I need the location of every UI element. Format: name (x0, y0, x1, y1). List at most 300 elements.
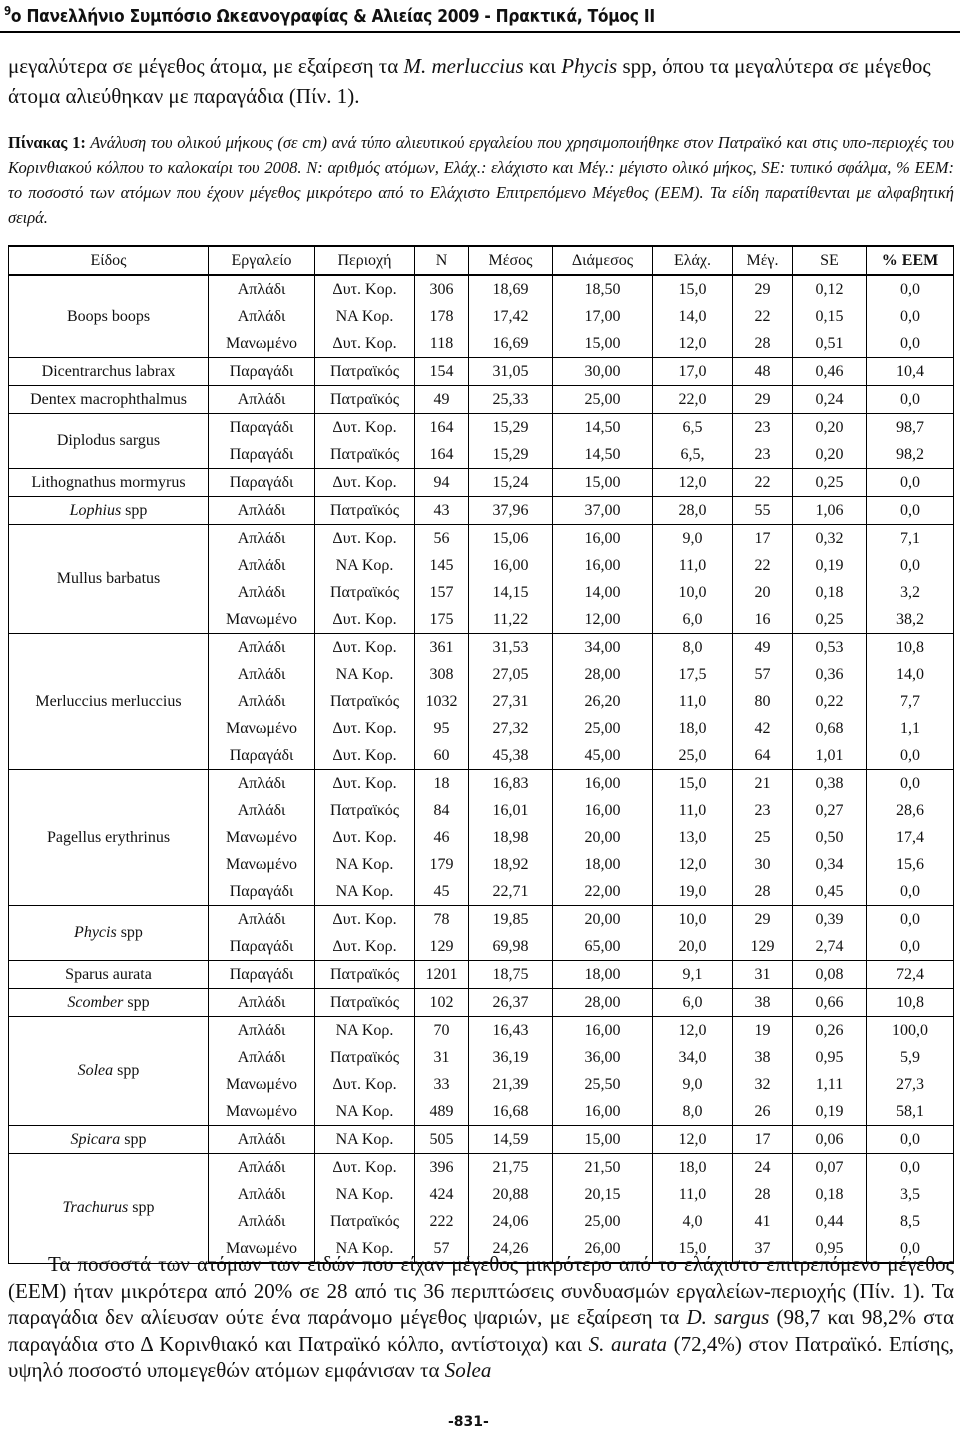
table-cell: 65,00 (553, 933, 653, 961)
table-row (9, 469, 954, 497)
table-cell: 21,50 (553, 1154, 653, 1182)
table-cell: Πατραϊκός (315, 1208, 415, 1235)
table-cell: 30 (733, 851, 793, 878)
table-cell: 18,00 (553, 961, 653, 989)
table-cell: 18 (415, 770, 469, 798)
table-cell: 11,22 (469, 606, 553, 634)
table-cell: 20 (733, 579, 793, 606)
table-row (9, 386, 954, 414)
table-cell: 25 (733, 824, 793, 851)
table-cell: Παραγάδι (209, 414, 315, 442)
table-cell: 0,0 (867, 1126, 954, 1154)
table-cell: 45 (415, 878, 469, 906)
table-cell: Πατραϊκός (315, 441, 415, 469)
table-cell: 17,5 (653, 661, 733, 688)
species-genus: Trachurus (62, 1199, 129, 1217)
table-row (9, 1154, 954, 1182)
table-cell: Μανωμένο (209, 1098, 315, 1126)
table-cell: Απλάδι (209, 552, 315, 579)
table-cell: 28 (733, 1181, 793, 1208)
table-cell: Απλάδι (209, 1154, 315, 1182)
table-cell: 2,74 (793, 933, 867, 961)
table-cell: 19,85 (469, 906, 553, 934)
table-cell: 396 (415, 1154, 469, 1182)
table-cell: ΝΑ Κορ. (315, 1235, 415, 1263)
intro-text-2: και (523, 54, 562, 78)
header-rule (0, 31, 960, 33)
table-cell: 27,32 (469, 715, 553, 742)
table-cell: Απλάδι (209, 1181, 315, 1208)
table-cell: Απλάδι (209, 1044, 315, 1071)
table-cell: ΝΑ Κορ. (315, 303, 415, 330)
species-cell: Pagellus erythrinus (9, 770, 209, 906)
table-cell: 14,0 (867, 661, 954, 688)
table-cell: 3,5 (867, 1181, 954, 1208)
table-cell: 11,0 (653, 1181, 733, 1208)
table-header-row (9, 246, 954, 275)
table-cell: 7,7 (867, 688, 954, 715)
table-cell: Παραγάδι (209, 933, 315, 961)
table-cell: Παραγάδι (209, 358, 315, 386)
intro-paragraph (8, 51, 956, 111)
column-header: Εργαλείο (209, 246, 315, 275)
table-cell: 15,00 (553, 1126, 653, 1154)
body-species-1: D. sargus (686, 1305, 770, 1330)
table-cell: Πατραϊκός (315, 1044, 415, 1071)
table-cell: 0,0 (867, 742, 954, 770)
caption-label: Πίνακας 1: (8, 133, 86, 152)
table-cell: Πατραϊκός (315, 497, 415, 525)
table-cell: Παραγάδι (209, 469, 315, 497)
table-cell: 0,95 (793, 1235, 867, 1263)
table-cell: 19,0 (653, 878, 733, 906)
table-cell: 16,01 (469, 797, 553, 824)
table-cell: 25,50 (553, 1071, 653, 1098)
table-cell: Μανωμένο (209, 606, 315, 634)
table-cell: 0,0 (867, 1235, 954, 1263)
table-cell: Δυτ. Κορ. (315, 414, 415, 442)
body-text-3: (72,4%) στον Πατραϊκό. Επίσης, υψηλό ποσοστό υπομεγεθών ατόμων εμφάνισαν τα (8, 1331, 955, 1383)
table-cell: 32 (733, 1071, 793, 1098)
table-cell: 98,2 (867, 441, 954, 469)
table-cell: 17,4 (867, 824, 954, 851)
table-cell: 17 (733, 1126, 793, 1154)
table-cell: 25,33 (469, 386, 553, 414)
table-cell: Δυτ. Κορ. (315, 933, 415, 961)
table-cell: 12,0 (653, 330, 733, 358)
table-cell: 37 (733, 1235, 793, 1263)
table-cell: Δυτ. Κορ. (315, 606, 415, 634)
table-cell: 18,50 (553, 275, 653, 303)
species-cell (9, 906, 209, 961)
table-cell: 1,06 (793, 497, 867, 525)
table-cell: 16,69 (469, 330, 553, 358)
table-cell: 20,0 (653, 933, 733, 961)
table-cell: 17,42 (469, 303, 553, 330)
table-cell: 0,18 (793, 579, 867, 606)
caption-text: Ανάλυση του ολικού μήκους (σε cm) ανά τύπο αλιευτικού εργαλείου που χρησιμοποιήθηκε στον Πατραϊκό και στις υπο-περιοχές του Κορινθιακού κόλπου το καλοκαίρι του 2008. N: αριθμός ατόμων, Ελάχ.: ελάχιστο και Μέγ.: μέγιστο ολικό μήκος, SE: τυπικό σφάλμα, % ΕΕΜ: το ποσοστό των ατόμων που έχουν μέγεθος μικρότερο από το Ελάχιστο Επιτρεπόμενο Μέγεθος (ΕΕΜ). Τα είδη παρατίθενται με αλφαβητική σειρά. (8, 133, 954, 227)
species-cell (9, 497, 209, 525)
table-cell: ΝΑ Κορ. (315, 1181, 415, 1208)
table-cell: 45,00 (553, 742, 653, 770)
table-cell: 0,0 (867, 303, 954, 330)
table-cell: 46 (415, 824, 469, 851)
body-species-3: Solea (444, 1358, 492, 1383)
table-cell: ΝΑ Κορ. (315, 1126, 415, 1154)
species-cell: Sparus aurata (9, 961, 209, 989)
table-cell: Δυτ. Κορ. (315, 1071, 415, 1098)
table-cell: 14,00 (553, 579, 653, 606)
table-cell: 0,0 (867, 906, 954, 934)
table-cell: 0,24 (793, 386, 867, 414)
table-cell: 8,0 (653, 1098, 733, 1126)
table-cell: Παραγάδι (209, 878, 315, 906)
column-header: Μέσος (469, 246, 553, 275)
body-text-1: Τα ποσοστά των ατόμων των ειδών που είχαν μέγεθος μικρότερο από το ελάχιστο επιτρεπόμενο μέγεθος (ΕΕΜ) ήταν μικρότερα από 20% σε 28 από τις 36 περιπτώσεις συνδυασμών εργαλείων-περιοχής (Πίν. 1). Τα παραγάδια δεν αλίευσαν ούτε ένα παράνομο μέγεθος ψαριών, με εξαίρεση τα (8, 1252, 954, 1330)
table-cell: 29 (733, 906, 793, 934)
table-row (9, 989, 954, 1017)
table-cell: 10,0 (653, 906, 733, 934)
table-cell: 0,15 (793, 303, 867, 330)
table-cell: 22 (733, 469, 793, 497)
species-cell: Dicentrarchus labrax (9, 358, 209, 386)
table-cell: 145 (415, 552, 469, 579)
table-cell: Παραγάδι (209, 742, 315, 770)
table-body (9, 275, 954, 1263)
table-cell: 0,68 (793, 715, 867, 742)
body-species-2: S. aurata (588, 1331, 667, 1356)
table-cell: 0,50 (793, 824, 867, 851)
table-cell: 9,0 (653, 1071, 733, 1098)
species-cell (9, 1154, 209, 1264)
table-cell: Πατραϊκός (315, 961, 415, 989)
table-cell: 0,0 (867, 1154, 954, 1182)
table-cell: 0,22 (793, 688, 867, 715)
table-cell: 21,39 (469, 1071, 553, 1098)
table-cell: 36,19 (469, 1044, 553, 1071)
table-cell: Δυτ. Κορ. (315, 525, 415, 553)
table-cell: Δυτ. Κορ. (315, 469, 415, 497)
table-cell: 10,4 (867, 358, 954, 386)
table-cell: 69,98 (469, 933, 553, 961)
table-cell: Πατραϊκός (315, 688, 415, 715)
table-cell: ΝΑ Κορ. (315, 661, 415, 688)
table-cell: 60 (415, 742, 469, 770)
table-cell: 0,38 (793, 770, 867, 798)
table-cell: 26,37 (469, 989, 553, 1017)
intro-species-1: M. merluccius (403, 54, 524, 78)
table-cell: 1,1 (867, 715, 954, 742)
table-cell: 9,1 (653, 961, 733, 989)
table-cell: 6,5, (653, 441, 733, 469)
table-cell: Δυτ. Κορ. (315, 275, 415, 303)
table-cell: 102 (415, 989, 469, 1017)
table-cell: 24 (733, 1154, 793, 1182)
table-cell: 0,20 (793, 414, 867, 442)
table-cell: 22,0 (653, 386, 733, 414)
table-cell: 20,00 (553, 906, 653, 934)
species-cell: Diplodus sargus (9, 414, 209, 469)
table-cell: 1032 (415, 688, 469, 715)
table-cell: 64 (733, 742, 793, 770)
table-cell: 14,15 (469, 579, 553, 606)
table-cell: 72,4 (867, 961, 954, 989)
table-cell: 16,00 (553, 770, 653, 798)
table-cell: 17 (733, 525, 793, 553)
table-cell: Μανωμένο (209, 824, 315, 851)
table-cell: 164 (415, 441, 469, 469)
species-cell (9, 989, 209, 1017)
table-cell: 8,5 (867, 1208, 954, 1235)
table-cell: 0,95 (793, 1044, 867, 1071)
table-cell: 178 (415, 303, 469, 330)
table-cell: 18,92 (469, 851, 553, 878)
table-cell: 0,0 (867, 469, 954, 497)
table-cell: 28,6 (867, 797, 954, 824)
table-cell: 5,9 (867, 1044, 954, 1071)
header-title-text: ο Πανελλήνιο Συμπόσιο Ωκεανογραφίας & Αλιείας 2009 - Πρακτικά, Τόμος II (10, 6, 655, 27)
table-cell: 222 (415, 1208, 469, 1235)
body-text-2: (98,7 και 98,2% στα παραγάδια στο Δ Κορινθιακό και Πατραϊκό κόλπο, αντίστοιχα) και (8, 1305, 954, 1356)
table-cell: 489 (415, 1098, 469, 1126)
table-cell: 0,18 (793, 1181, 867, 1208)
table-cell: 22 (733, 303, 793, 330)
table-cell: 16,00 (469, 552, 553, 579)
table-cell: Πατραϊκός (315, 797, 415, 824)
table-cell: 38 (733, 1044, 793, 1071)
data-table (8, 245, 954, 1264)
table-cell: Απλάδι (209, 989, 315, 1017)
table-cell: Απλάδι (209, 275, 315, 303)
table-cell: 118 (415, 330, 469, 358)
table-cell: 16,00 (553, 1098, 653, 1126)
table-row (9, 1017, 954, 1045)
table-cell: 16,83 (469, 770, 553, 798)
table-cell: 23 (733, 797, 793, 824)
table-cell: 28 (733, 330, 793, 358)
table-cell: Απλάδι (209, 386, 315, 414)
column-header: Διάμεσος (553, 246, 653, 275)
table-cell: Δυτ. Κορ. (315, 634, 415, 662)
table-cell: Απλάδι (209, 1126, 315, 1154)
table-cell: 49 (415, 386, 469, 414)
table-cell: 20,15 (553, 1181, 653, 1208)
table-cell: 12,0 (653, 851, 733, 878)
table-cell: 18,0 (653, 715, 733, 742)
table-cell: 0,20 (793, 441, 867, 469)
species-genus: Phycis (74, 924, 117, 941)
page-number: -831- (448, 1414, 489, 1430)
table-caption (8, 130, 954, 230)
table-cell: 100,0 (867, 1017, 954, 1045)
table-cell: 424 (415, 1181, 469, 1208)
table-cell: 95 (415, 715, 469, 742)
table-cell: 15,06 (469, 525, 553, 553)
table-cell: 21,75 (469, 1154, 553, 1182)
table-cell: 15,0 (653, 770, 733, 798)
species-cell: Merluccius merluccius (9, 634, 209, 770)
header-title (4, 6, 655, 27)
table-cell: Μανωμένο (209, 715, 315, 742)
table-cell: 22,71 (469, 878, 553, 906)
table-cell: 6,0 (653, 606, 733, 634)
table-cell: 8,0 (653, 634, 733, 662)
table-cell: 0,07 (793, 1154, 867, 1182)
table-cell: 11,0 (653, 797, 733, 824)
table-cell: 10,8 (867, 989, 954, 1017)
table-cell: 22 (733, 552, 793, 579)
table-cell: 58,1 (867, 1098, 954, 1126)
table-cell: 12,0 (653, 1017, 733, 1045)
table-cell: 23 (733, 414, 793, 442)
table-cell: 27,31 (469, 688, 553, 715)
species-cell (9, 1017, 209, 1126)
table-cell: 0,27 (793, 797, 867, 824)
table-cell: Απλάδι (209, 1017, 315, 1045)
species-cell (9, 1126, 209, 1154)
table-cell: 0,0 (867, 386, 954, 414)
table-cell: Μανωμένο (209, 851, 315, 878)
table-cell: 361 (415, 634, 469, 662)
table-cell: 0,25 (793, 606, 867, 634)
table-cell: ΝΑ Κορ. (315, 552, 415, 579)
table-row (9, 961, 954, 989)
table-cell: 48 (733, 358, 793, 386)
table-cell: 14,0 (653, 303, 733, 330)
table-cell: Απλάδι (209, 688, 315, 715)
intro-species-2: Phycis (561, 54, 618, 78)
column-header: N (415, 246, 469, 275)
table-cell: 31,05 (469, 358, 553, 386)
table-cell: 31 (415, 1044, 469, 1071)
table-cell: 28,0 (653, 497, 733, 525)
table-cell: Απλάδι (209, 525, 315, 553)
table-cell: 0,0 (867, 552, 954, 579)
species-genus: Lophius (69, 501, 122, 519)
column-header: Είδος (9, 246, 209, 275)
table-row (9, 634, 954, 662)
table-cell: 0,46 (793, 358, 867, 386)
table-cell: 24,06 (469, 1208, 553, 1235)
table-cell: 179 (415, 851, 469, 878)
table-cell: Μανωμένο (209, 330, 315, 358)
table-cell: 14,50 (553, 414, 653, 442)
table-cell: 0,51 (793, 330, 867, 358)
table-cell: 56 (415, 525, 469, 553)
table-cell: 0,36 (793, 661, 867, 688)
table-cell: 15,24 (469, 469, 553, 497)
table-cell: 0,53 (793, 634, 867, 662)
table-cell: 15,29 (469, 441, 553, 469)
table-cell: 0,0 (867, 878, 954, 906)
table-cell: 9,0 (653, 525, 733, 553)
table-cell: 80 (733, 688, 793, 715)
species-suffix: spp (128, 1199, 155, 1217)
species-genus: Solea (77, 1062, 114, 1079)
table-cell: 17,00 (553, 303, 653, 330)
table-cell: 36,00 (553, 1044, 653, 1071)
table-cell: 18,0 (653, 1154, 733, 1182)
table-cell: 25,00 (553, 715, 653, 742)
table-cell: 505 (415, 1126, 469, 1154)
table-cell: 22,00 (553, 878, 653, 906)
table-cell: Μανωμένο (209, 1235, 315, 1263)
table-row (9, 1126, 954, 1154)
table-cell: 23 (733, 441, 793, 469)
table-cell: 0,32 (793, 525, 867, 553)
table-cell: 27,3 (867, 1071, 954, 1098)
table-cell: 34,00 (553, 634, 653, 662)
table-cell: ΝΑ Κορ. (315, 1017, 415, 1045)
species-cell: Dentex macrophthalmus (9, 386, 209, 414)
table-cell: 24,26 (469, 1235, 553, 1263)
table-cell: 19 (733, 1017, 793, 1045)
table-cell: Απλάδι (209, 497, 315, 525)
table-row (9, 414, 954, 442)
table-cell: 33 (415, 1071, 469, 1098)
table-cell: 38 (733, 989, 793, 1017)
table-cell: 6,0 (653, 989, 733, 1017)
table-cell: Απλάδι (209, 303, 315, 330)
table-cell: 38,2 (867, 606, 954, 634)
table-cell: 26,00 (553, 1235, 653, 1263)
table-cell: 28,00 (553, 661, 653, 688)
table-cell: 31 (733, 961, 793, 989)
table-cell: ΝΑ Κορ. (315, 1098, 415, 1126)
species-cell: Mullus barbatus (9, 525, 209, 634)
page-header (0, 0, 960, 34)
table-cell: 28,00 (553, 989, 653, 1017)
table-cell: 3,2 (867, 579, 954, 606)
table-cell: 16,00 (553, 1017, 653, 1045)
species-suffix: spp (120, 1130, 147, 1148)
table-row (9, 275, 954, 303)
table-cell: 0,25 (793, 469, 867, 497)
table-cell: 10,8 (867, 634, 954, 662)
table-cell: Παραγάδι (209, 961, 315, 989)
table-cell: 12,0 (653, 1126, 733, 1154)
table-cell: 1,01 (793, 742, 867, 770)
table-cell: 11,0 (653, 552, 733, 579)
table-cell: 15,00 (553, 330, 653, 358)
table-cell: 18,75 (469, 961, 553, 989)
table-cell: Πατραϊκός (315, 989, 415, 1017)
table-cell: 0,66 (793, 989, 867, 1017)
species-suffix: spp (113, 1062, 140, 1079)
table-cell: 16,00 (553, 552, 653, 579)
table-cell: Πατραϊκός (315, 579, 415, 606)
table-cell: 7,1 (867, 525, 954, 553)
table-cell: 14,59 (469, 1126, 553, 1154)
table-cell: 45,38 (469, 742, 553, 770)
table-cell: 16,43 (469, 1017, 553, 1045)
table-cell: 15,00 (553, 469, 653, 497)
intro-text-1: μεγαλύτερα σε μέγεθος άτομα, με εξαίρεση τα (8, 54, 404, 78)
table-cell: 16 (733, 606, 793, 634)
column-header: Μέγ. (733, 246, 793, 275)
table-cell: 26,20 (553, 688, 653, 715)
species-genus: Scomber (67, 993, 124, 1011)
table-cell: 129 (415, 933, 469, 961)
table-cell: 14,50 (553, 441, 653, 469)
table-cell: 21 (733, 770, 793, 798)
table-cell: 13,0 (653, 824, 733, 851)
table-cell: ΝΑ Κορ. (315, 878, 415, 906)
table-cell: 17,0 (653, 358, 733, 386)
table-cell: Δυτ. Κορ. (315, 1154, 415, 1182)
table-cell: 15,0 (653, 275, 733, 303)
table-cell: Παραγάδι (209, 441, 315, 469)
